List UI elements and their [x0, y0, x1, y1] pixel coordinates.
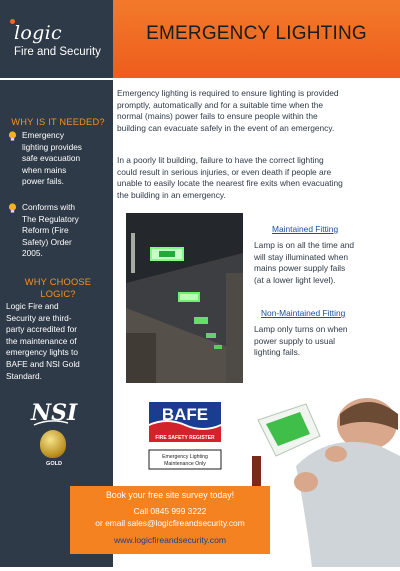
text-line: Security are third- — [6, 312, 72, 323]
header-divider — [113, 78, 400, 80]
fit-line: power supply to usual — [254, 335, 336, 346]
para-line: normal (mains) power fails to ensure people within the — [117, 111, 318, 121]
bullet-line: lighting provides — [22, 141, 82, 152]
bullet-line: Emergency — [22, 130, 64, 140]
lightbulb-icon — [8, 203, 17, 214]
intro-paragraph-2 — [117, 155, 393, 201]
corridor-exit-signs-photo — [126, 213, 243, 383]
non-maintained-fitting-title: Non-Maintained Fitting — [261, 308, 346, 318]
maintained-fitting-text — [254, 240, 394, 286]
text-line: BAFE and NSI Gold — [6, 358, 80, 369]
para-line: Emergency lighting is required to ensure lighting is provided — [117, 88, 339, 98]
heading-line: LOGIC? — [40, 288, 76, 299]
para-line: unable to easily locate the nearest fire exits when evacuating — [117, 178, 343, 188]
bafe-mark — [143, 398, 227, 473]
logo-word: logic — [14, 22, 62, 44]
para-line: promptly, automatically and for a suitable time when the — [117, 99, 324, 110]
text-line: Standard. — [6, 370, 42, 381]
fit-line: Lamp only turns on when — [254, 324, 348, 334]
cta-headline: Book your free site survey today! — [105, 490, 235, 500]
bullet-line: safe evacuation — [22, 153, 81, 164]
para-line: In a poorly lit building, failure to have the correct lighting — [117, 155, 324, 165]
lightbulb-icon — [8, 131, 17, 142]
cta-phone[interactable]: Call 0845 999 3222 — [133, 506, 207, 516]
why-choose-heading — [4, 277, 112, 300]
bafe-service-line: Emergency Lighting — [162, 454, 208, 460]
bafe-logo — [143, 398, 227, 473]
bullet-line: 2005. — [22, 248, 43, 259]
bafe-service-line: Maintenance Only — [164, 461, 206, 467]
para-line: the building in an emergency. — [117, 189, 226, 200]
para-line: building can evacuate safely in the event of an emergency. — [117, 122, 335, 133]
bullet-item — [8, 130, 108, 188]
bafe-name: BAFE — [161, 405, 209, 424]
heading-line: WHY CHOOSE — [24, 277, 92, 287]
cta-email[interactable]: or email sales@logicfireandsecurity.com — [95, 518, 245, 528]
bullet-item — [8, 202, 108, 260]
logo-subtitle: Fire and Security — [14, 46, 101, 58]
page-title: EMERGENCY LIGHTING — [146, 23, 367, 44]
nsi-logo-text: NSI — [31, 400, 78, 426]
text-line: Logic Fire and — [6, 301, 59, 311]
bafe-register-text: FIRE SAFETY REGISTER — [155, 435, 215, 441]
corridor-illustration — [126, 213, 243, 383]
fit-line: mains power supply fails — [254, 263, 346, 273]
text-line: the maintenance of — [6, 335, 77, 346]
text-line: party accredited for — [6, 324, 78, 335]
gold-badge-icon — [40, 430, 66, 458]
gold-label: GOLD — [46, 461, 62, 467]
maintained-fitting-title: Maintained Fitting — [272, 224, 339, 234]
bullet-line: Safety) Order — [22, 236, 72, 247]
fit-line: (at a lower light level). — [254, 274, 336, 285]
intro-paragraph-1 — [117, 88, 393, 134]
why-choose-text — [6, 301, 110, 382]
why-needed-heading: WHY IS IT NEEDED? — [11, 117, 105, 127]
fit-line: will stay illuminated when — [254, 251, 349, 262]
non-maintained-fitting-text — [254, 324, 394, 359]
text-line: emergency lights to — [6, 347, 78, 358]
fit-line: Lamp is on all the time and — [254, 240, 355, 250]
bullet-line: Reform (Fire — [22, 225, 69, 236]
bullet-line: power fails. — [22, 176, 64, 187]
para-line: could result in serious injuries, or even death if people are — [117, 166, 332, 177]
fit-line: lighting fails. — [254, 347, 301, 357]
logo — [0, 0, 113, 80]
nsi-logo — [30, 396, 78, 428]
bullet-line: The Regulatory — [22, 213, 79, 224]
bullet-line: Conforms with — [22, 202, 76, 212]
cta-website-link[interactable]: www.logicfireandsecurity.com — [113, 535, 227, 545]
bullet-line: when mains — [22, 164, 67, 175]
